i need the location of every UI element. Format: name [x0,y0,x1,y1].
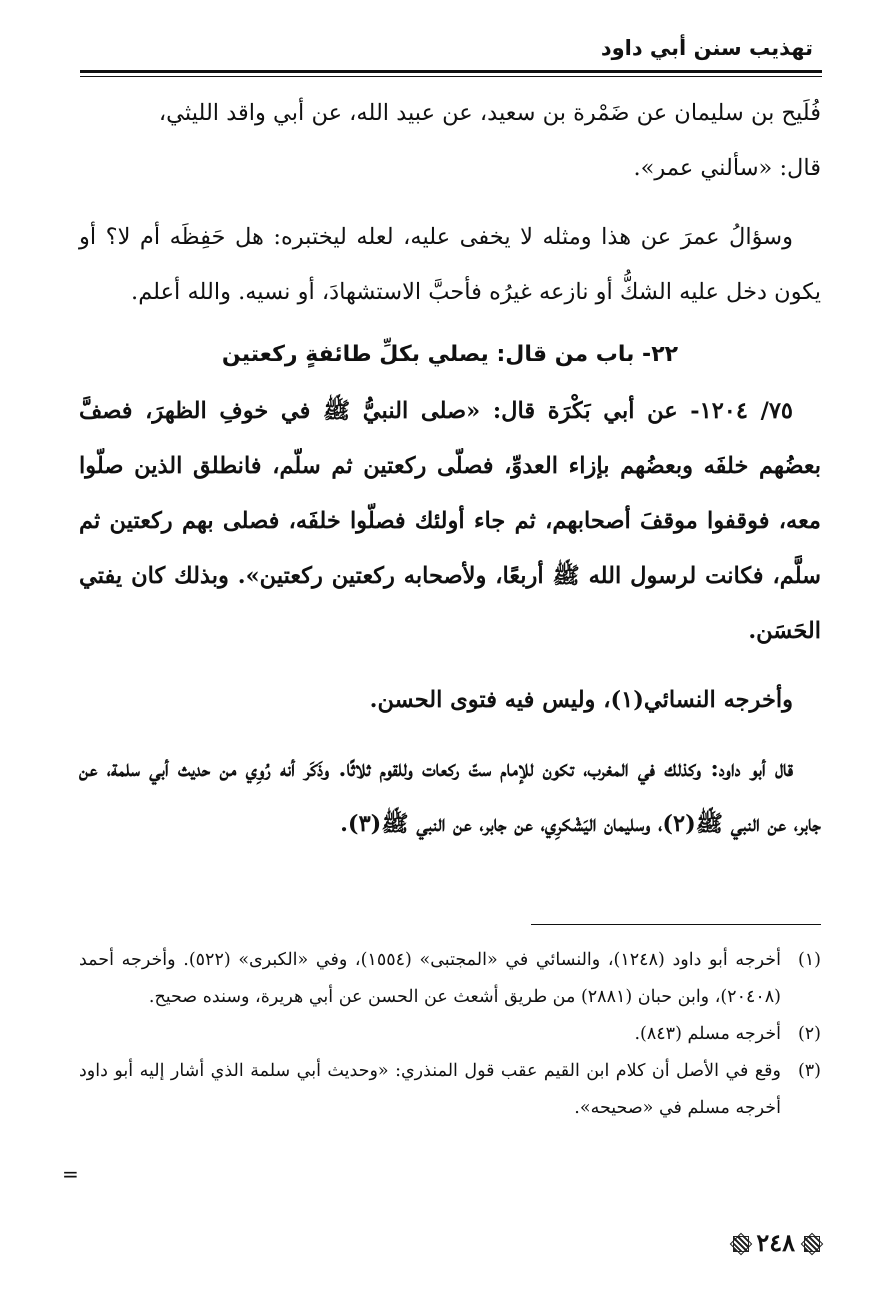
running-head-title: تهذيب سنن أبي داود [600,36,813,60]
footnote-text: أخرجه أبو داود (١٢٤٨)، والنسائي في «المجتبى» (١٥٥٤)، وفي «الكبرى» (٥٢٢). وأخرجه أحمد (٢٠٤٠٨)، وابن حبان (٢٨٨١) من طريق أشعث عن الحسن عن أبي هريرة، وسنده صحيح. [79,950,781,1007]
page-folio [730,1228,821,1257]
ornament-icon [730,1233,750,1253]
takhrij-text: وأخرجه النسائي(١)، وليس فيه فتوى الحسن. [369,687,793,713]
footnote-item [79,942,821,1016]
main-text [79,86,821,852]
footnote-text: أخرجه مسلم (٨٤٣). [634,1024,781,1044]
footnote-number: (٣) [797,1061,821,1081]
paragraph-1-line-2: قال: «سألني عمر». [633,155,821,181]
continuation-mark: = [62,1162,79,1186]
hadith-text: ٧٥/ ١٢٠٤- عن أبي بَكْرَة قال: «صلى النبيُّ ﷺ في خوفِ الظهرَ، فصفَّ بعضُهم خلفَه وبعضُهم بإزاء العدوِّ، فصلّى ركعتين ثم سلّم، فانطلق الذين صلّوا معه، فوقفوا موقفَ أصحابهم، ثم جاء أولئك فصلّوا خلفَه، فصلى بهم ركعتين ثم سلَّم، فكانت لرسول الله ﷺ أربعًا، ولأصحابه ركعتين ركعتين». وبذلك كان يفتي الحَسَن. [79,398,821,644]
paragraph-1-line-1: فُلَيح بن سليمان عن ضَمْرة بن سعيد، عن عبيد الله، عن أبي واقد الليثي، [158,100,821,126]
chapter-heading: ٢٢- باب من قال: يصلي بكلِّ طائفةٍ ركعتين [221,342,679,367]
header-rule-thick [80,70,822,73]
paragraph-commentary: وسؤالُ عمرَ عن هذا ومثله لا يخفى عليه، لعله ليختبره: هل حَفِظَه أم لا؟ أو يكون دخل عليه الشكُّ أو نازعه غيرُه فأحبَّ الاستشهادَ، أو نسيه. والله أعلم. [79,224,821,305]
abu-dawud-note: قال أبو داود: وكذلك في المغرب، تكون للإمام ستّ ركعات وللقوم ثلاثًا. وذَكَر أنه رُوِي من حديث أبي سلمة، عن جابر، عن النبي ﷺ(٢)، وسليمان اليَشْكرِي، عن جابر، عن النبي ﷺ(٣). [79,756,821,837]
footnote-number: (١) [797,950,821,970]
footnote-number: (٢) [797,1024,821,1044]
footnote-separator [531,924,821,925]
footnote-item [79,1053,821,1127]
ornament-icon [801,1233,821,1253]
footnotes [79,942,821,1127]
footnote-item [79,1016,821,1053]
footnote-text: وقع في الأصل أن كلام ابن القيم عقب قول المنذري: «وحديث أبي سلمة الذي أشار إليه أبو داود أخرجه مسلم في «صحيحه». [79,1061,781,1118]
header-rule-thin [80,76,822,77]
page-number: ٢٤٨ [756,1228,795,1257]
